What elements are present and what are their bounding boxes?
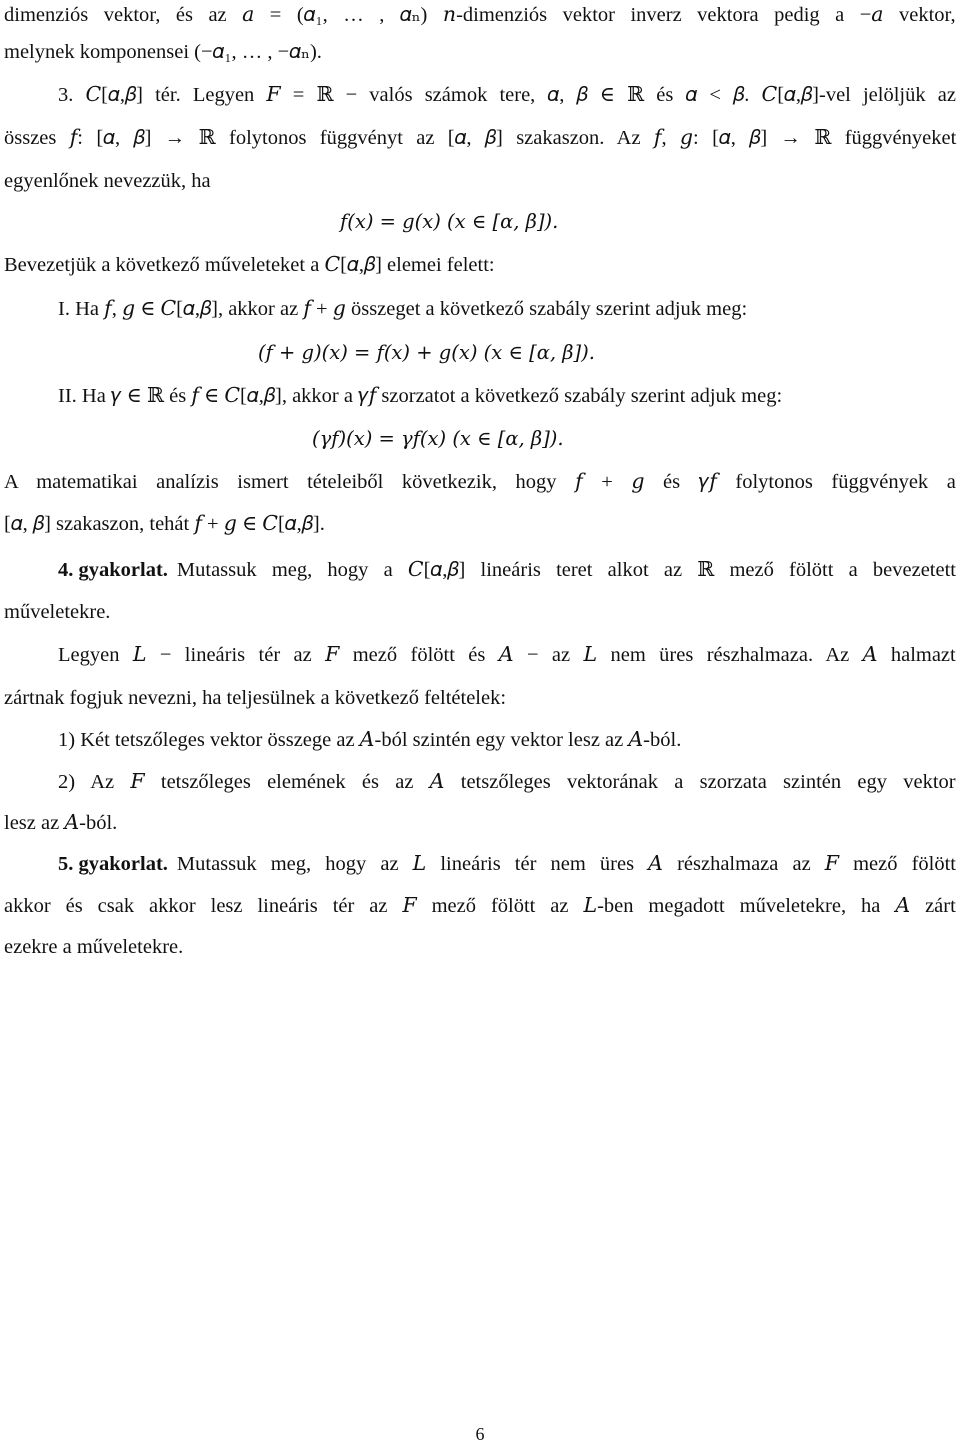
exercise-4-label: 4. gyakorlat.: [58, 559, 168, 581]
text-line: egyenlőnek nevezzük, ha: [4, 170, 211, 192]
text-line: 1) Két tetszőleges vektor összege az 𝐴-ból szintén egy vektor lesz az 𝐴-ból.: [58, 729, 682, 751]
text-line: A matematikai analízis ismert tételeiből következik, hogy 𝑓 + 𝑔 és 𝛾𝑓 folytonos függvények a: [4, 471, 956, 493]
text-line: Mutassuk meg, hogy az 𝐿 lineáris tér nem üres 𝐴 részhalmaza az 𝐹 mező fölött: [176, 853, 956, 875]
exercise-4-line: [58, 555, 956, 585]
text-line: dimenziós vektor, és az 𝑎 = (𝛼₁, … , 𝛼ₙ) 𝑛-dimenziós vektor inverz vektora pedig a −𝑎 vektor,: [4, 4, 956, 26]
text-line: II. Ha 𝛾 ∈ ℝ és 𝑓 ∈ 𝐶[𝛼,𝛽], akkor a 𝛾𝑓 szorzatot a következő szabály szerint adjuk meg:: [58, 385, 783, 407]
text-line: zártnak fogjuk nevezni, ha teljesülnek a következő feltételek:: [4, 687, 507, 709]
text-line: 2) Az 𝐹 tetszőleges elemének és az 𝐴 tetszőleges vektorának a szorzata szintén egy vektor: [58, 771, 956, 793]
equation-product: (𝛾𝑓)(𝑥) = 𝛾𝑓(𝑥) (𝑥 ∈ [𝛼, 𝛽]).: [312, 427, 564, 450]
text-line: akkor és csak akkor lesz lineáris tér az 𝐹 mező fölött az 𝐿-ben megadott műveletekre, ha 𝐴 zárt: [4, 895, 956, 917]
equation-equality: 𝑓(𝑥) = 𝑔(𝑥) (𝑥 ∈ [𝛼, 𝛽]).: [340, 210, 559, 233]
exercise-5-label: 5. gyakorlat.: [58, 853, 168, 875]
text-line: műveletekre.: [4, 601, 111, 623]
text-line: összes 𝑓: [𝛼, 𝛽] → ℝ folytonos függvényt az [𝛼, 𝛽] szakaszon. Az 𝑓, 𝑔: [𝛼, 𝛽] → ℝ függvényeket: [4, 127, 957, 149]
text-line: Mutassuk meg, hogy a 𝐶[𝛼,𝛽] lineáris teret alkot az ℝ mező fölött a bevezetett: [176, 559, 956, 581]
text-line: Legyen 𝐿 − lineáris tér az 𝐹 mező fölött és 𝐴 − az 𝐿 nem üres részhalmaza. Az 𝐴 halmazt: [58, 644, 956, 666]
page-number: 6: [475, 1424, 485, 1444]
text-line: Bevezetjük a következő műveleteket a 𝐶[𝛼,𝛽] elemei felett:: [4, 254, 495, 276]
text-line: lesz az 𝐴-ból.: [4, 812, 118, 834]
text-line: ezekre a műveletekre.: [4, 936, 184, 958]
exercise-5-line: [58, 849, 956, 879]
text-line: I. Ha 𝑓, 𝑔 ∈ 𝐶[𝛼,𝛽], akkor az 𝑓 + 𝑔 összeget a következő szabály szerint adjuk meg:: [58, 298, 748, 320]
equation-sum: (𝑓 + 𝑔)(𝑥) = 𝑓(𝑥) + 𝑔(𝑥) (𝑥 ∈ [𝛼, 𝛽]).: [258, 341, 595, 364]
text-line: 3. 𝐶[𝛼,𝛽] tér. Legyen 𝐹 = ℝ − valós számok tere, 𝛼, 𝛽 ∈ ℝ és 𝛼 < 𝛽. 𝐶[𝛼,𝛽]-vel jelöljük az: [58, 84, 956, 106]
text-line: [𝛼, 𝛽] szakaszon, tehát 𝑓 + 𝑔 ∈ 𝐶[𝛼,𝛽].: [4, 513, 325, 535]
text-line: melynek komponensei (−𝛼₁, … , −𝛼ₙ).: [4, 41, 322, 63]
